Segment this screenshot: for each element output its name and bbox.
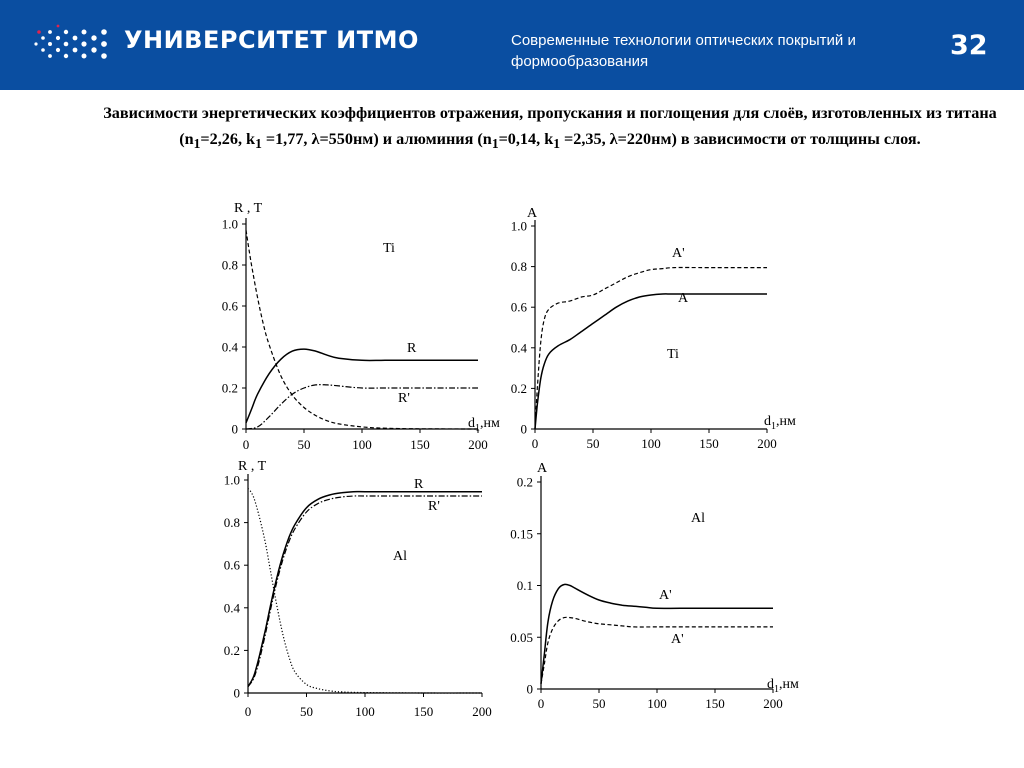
curve-label: R': [398, 391, 410, 406]
y-tick-label: 0.6: [223, 557, 240, 573]
y-axis-label: A: [537, 461, 548, 476]
y-tick-label: 0: [233, 685, 240, 701]
curve-label: A': [671, 632, 684, 647]
material-annotation: Ti: [667, 347, 679, 362]
x-axis-label: $d_1,нм$: [468, 416, 500, 434]
x-tick-label: 100: [641, 436, 661, 451]
x-axis-label: $d_1,нм$: [764, 414, 796, 432]
x-tick-label: 200: [757, 436, 777, 451]
series-line-a-prime-solid: [541, 584, 773, 683]
logo-text: УНИВЕРСИТЕТ ИТМО: [124, 26, 419, 54]
curve-label: A': [672, 246, 685, 261]
y-tick-label: 0.8: [221, 257, 238, 273]
y-tick-label: 0.6: [221, 298, 238, 314]
y-tick-label: 0.2: [516, 474, 533, 490]
x-tick-label: 150: [413, 704, 434, 719]
x-tick-label: 100: [355, 704, 375, 719]
y-tick-label: 0.2: [510, 380, 527, 396]
slide-heading: Зависимости энергетических коэффициентов отражения, пропускания и поглощения для слоёв, изготовленных из титана ($n_1=2,26$, $k_1 =1,77$, λ=550нм) и алюминия ($n_1=0,14$, $k_1 =2,35$, λ=220нм) в зависимости от толщины слоя.: [103, 104, 997, 152]
x-tick-label: 100: [352, 437, 372, 452]
x-tick-label: 0: [531, 436, 539, 451]
y-tick-label: 1.0: [510, 218, 527, 234]
y-tick-label: 0: [231, 421, 238, 437]
y-tick-label: 0.05: [510, 629, 533, 645]
x-tick-label: 100: [647, 696, 667, 711]
y-tick-label: 0.2: [223, 642, 240, 658]
y-tick-label: 0.15: [510, 526, 533, 542]
x-tick-label: 200: [763, 696, 783, 711]
x-tick-label: 50: [297, 437, 311, 452]
y-tick-label: 1.0: [221, 216, 238, 232]
curve-label: A: [678, 291, 689, 306]
y-tick-label: 0.8: [510, 259, 527, 275]
y-axis-label: R , T: [234, 201, 263, 216]
page-number: 32: [950, 30, 988, 61]
slide-subtitle: Современные технологии оптических покрытий и формообразования: [511, 32, 856, 70]
y-axis-label: R , T: [238, 459, 267, 474]
series-line-a-prime-dashed: [541, 617, 773, 683]
x-tick-label: 200: [472, 704, 492, 719]
x-axis-label: $d_1,нм$: [767, 677, 799, 695]
material-annotation: Al: [393, 549, 407, 564]
y-tick-label: 0: [526, 681, 533, 697]
y-tick-label: 0.4: [223, 600, 240, 616]
y-tick-label: 0.8: [223, 515, 240, 531]
x-tick-label: 50: [592, 696, 606, 711]
y-tick-label: 1.0: [223, 472, 240, 488]
x-tick-label: 50: [300, 704, 313, 719]
y-tick-label: 0: [520, 421, 527, 437]
y-tick-label: 0.4: [221, 339, 238, 355]
x-tick-label: 0: [244, 704, 252, 719]
y-axis-label: A: [527, 206, 538, 221]
curve-label: R: [407, 341, 417, 356]
x-tick-label: 150: [699, 436, 719, 451]
x-tick-label: 50: [586, 436, 600, 451]
curve-label: A': [659, 588, 672, 603]
y-tick-label: 0.2: [221, 380, 238, 396]
material-annotation: Al: [691, 511, 705, 526]
curve-label: R: [414, 477, 424, 492]
y-tick-label: 0.6: [510, 299, 527, 315]
x-tick-label: 200: [468, 437, 488, 452]
material-annotation: Ti: [383, 241, 395, 256]
x-tick-label: 0: [242, 437, 250, 452]
y-tick-label: 0.1: [516, 578, 533, 593]
x-tick-label: 0: [537, 696, 545, 711]
curve-label: R': [428, 499, 440, 514]
x-tick-label: 150: [705, 696, 725, 711]
x-tick-label: 150: [410, 437, 430, 452]
y-tick-label: 0.4: [510, 340, 527, 356]
